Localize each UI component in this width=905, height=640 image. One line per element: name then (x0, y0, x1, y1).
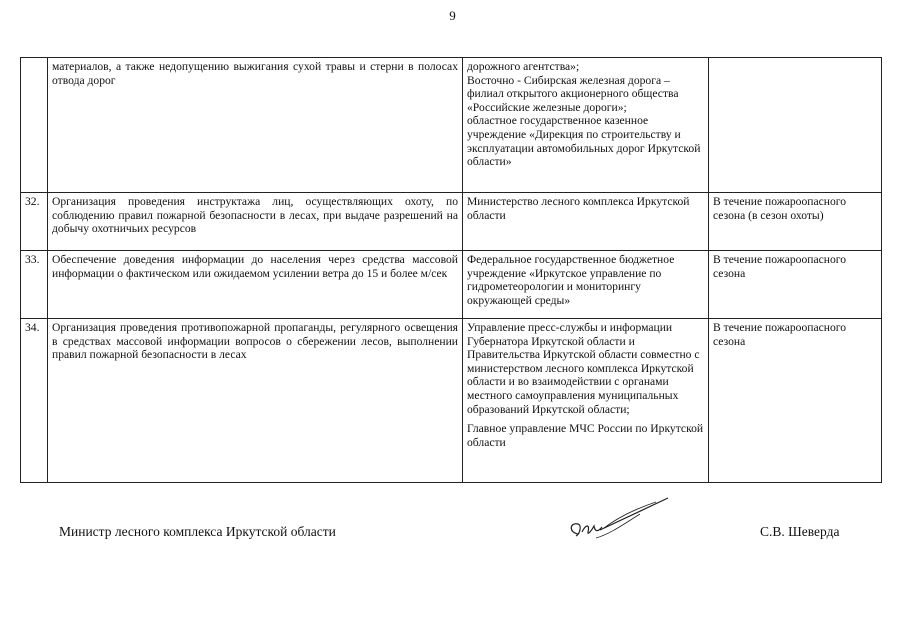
executor-text: Федеральное государственное бюджетное учреждение «Иркутское управление по гидрометеорологии и мониторингу окружающей среды» (467, 253, 675, 307)
measures-table (20, 57, 882, 483)
table-row (21, 193, 882, 251)
row-number: 34. (21, 319, 48, 483)
executor-cell (463, 251, 709, 319)
signatory-position: Министр лесного комплекса Иркутской области (59, 524, 336, 539)
term-cell: В течение пожароопасного сезона (709, 251, 882, 319)
executor-text: Главное управление МЧС России по Иркутской области (467, 422, 704, 449)
table-row (21, 251, 882, 319)
term-cell (709, 58, 882, 193)
executor-cell (463, 319, 709, 483)
executor-text: Министерство лесного комплекса Иркутской области (467, 195, 690, 222)
row-number: 33. (21, 251, 48, 319)
executor-cell (463, 58, 709, 193)
executor-cell (463, 193, 709, 251)
table-row (21, 58, 882, 193)
measure-cell: Обеспечение доведения информации до населения через средства массовой информации о фактическом или ожидаемом усилении ветра до 15 и более м/сек (48, 251, 463, 319)
term-cell: В течение пожароопасного сезона (в сезон охоты) (709, 193, 882, 251)
table-row (21, 319, 882, 483)
handwritten-signature (560, 494, 680, 554)
page-number: 9 (449, 8, 456, 23)
measure-cell: Организация проведения инструктажа лиц, осуществляющих охоту, по соблюдению правил пожарной безопасности в лесах, при выдаче разрешений на добычу охотничьих ресурсов (48, 193, 463, 251)
executor-text: дорожного агентства»; Восточно - Сибирская железная дорога – филиал открытого акционерного общества «Российские железные дороги»; областное государственное казенное учреждение «Дирекция по строительству и эксплуатации автомобильных дорог Иркутской области» (467, 60, 701, 169)
signatory-name: С.В. Шеверда (760, 524, 840, 539)
measure-cell: Организация проведения противопожарной пропаганды, регулярного освещения в средствах массовой информации вопросов о сбережении лесов, выполнении правил пожарной безопасности в лесах (48, 319, 463, 483)
row-number: 32. (21, 193, 48, 251)
row-number (21, 58, 48, 193)
measure-cell: материалов, а также недопущению выжигания сухой травы и стерни в полосах отвода дорог (48, 58, 463, 193)
term-cell: В течение пожароопасного сезона (709, 319, 882, 483)
executor-text: Управление пресс-службы и информации Губернатора Иркутской области и Правительства Иркутской области совместно с министерством лесного комплекса Иркутской области и во взаимодействии с органами местного самоуправления муниципальных образований Иркутской области; (467, 321, 700, 416)
